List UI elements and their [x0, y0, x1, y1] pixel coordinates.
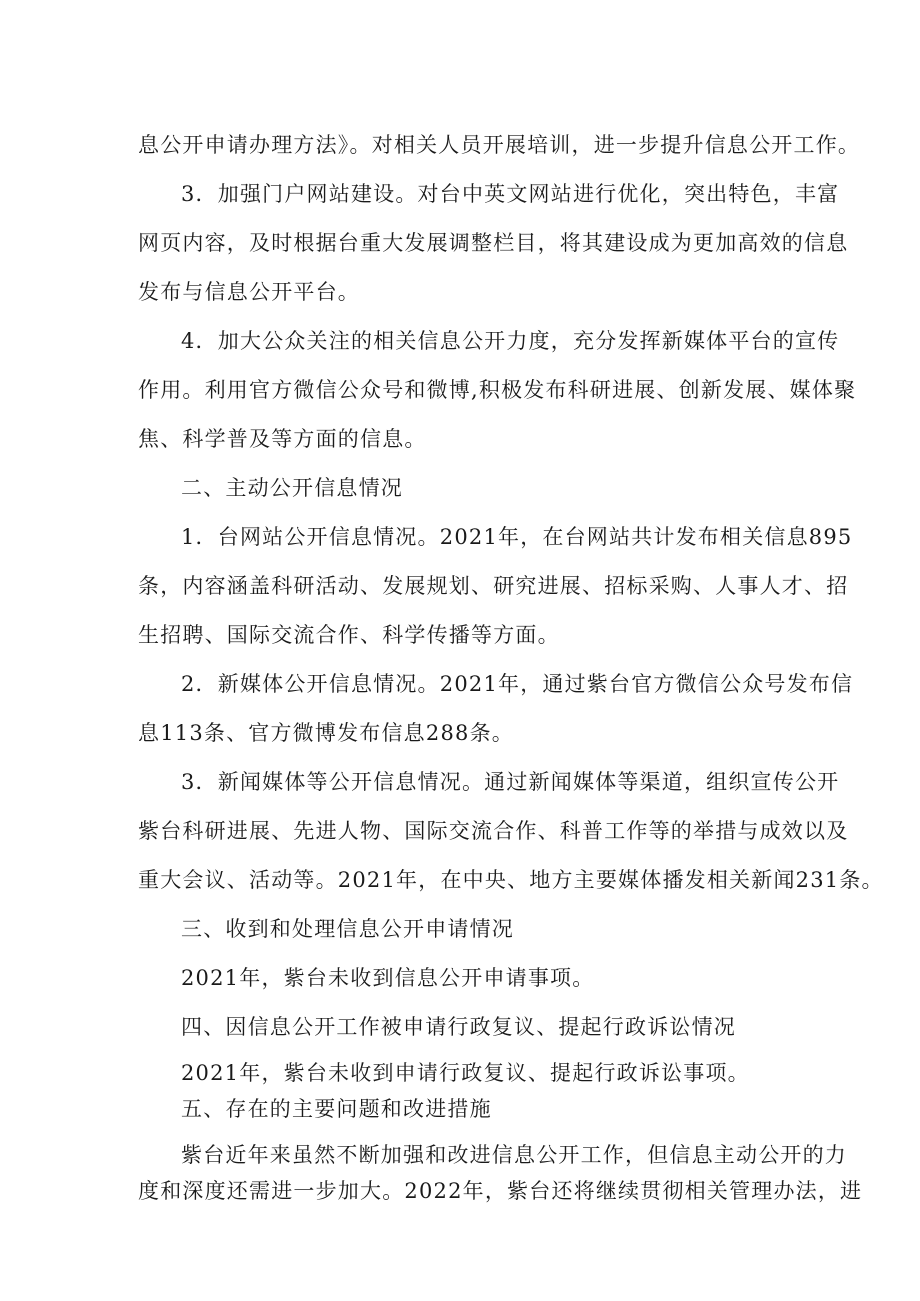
text-line: 紫台科研进展、先进人物、国际交流合作、科普工作等的举措与成效以及: [138, 819, 849, 843]
text-line: 4．加大公众关注的相关信息公开力度，充分发挥新媒体平台的宣传: [181, 329, 840, 353]
text-line: 2021年，紫台未收到信息公开申请事项。: [181, 966, 595, 990]
text-line: 作用。利用官方微信公众号和微博,积极发布科研进展、创新发展、媒体聚: [138, 378, 857, 402]
text-line: 度和深度还需进一步加大。2022年，紫台还将继续贯彻相关管理办法，进: [138, 1179, 863, 1203]
text-line: 2．新媒体公开信息情况。2021年，通过紫台官方微信公众号发布信: [181, 672, 854, 696]
text-line: 条，内容涵盖科研活动、发展规划、研究进展、招标采购、人事人才、招: [138, 574, 849, 598]
text-line: 3．加强门户网站建设。对台中英文网站进行优化，突出特色，丰富: [181, 182, 840, 206]
text-line: 网页内容，及时根据台重大发展调整栏目，将其建设成为更加高效的信息: [138, 231, 849, 255]
section-heading: 二、主动公开信息情况: [181, 476, 403, 500]
text-line: 1．台网站公开信息情况。2021年，在台网站共计发布相关信息895: [181, 525, 853, 549]
text-line: 2021年，紫台未收到申请行政复议、提起行政诉讼事项。: [181, 1061, 750, 1085]
section-heading: 三、收到和处理信息公开申请情况: [181, 917, 514, 941]
text-line: 发布与信息公开平台。: [138, 280, 360, 304]
text-line: 紫台近年来虽然不断加强和改进信息公开工作，但信息主动公开的力: [181, 1143, 847, 1167]
text-line: 息113条、官方微博发布信息288条。: [138, 721, 514, 745]
text-line: 重大会议、活动等。2021年，在中央、地方主要媒体播发相关新闻231条。: [138, 868, 884, 892]
section-heading: 四、因信息公开工作被申请行政复议、提起行政诉讼情况: [181, 1015, 736, 1039]
text-line: 焦、科学普及等方面的信息。: [138, 427, 427, 451]
text-line: 生招聘、国际交流合作、科学传播等方面。: [138, 623, 560, 647]
text-line: 3．新闻媒体等公开信息情况。通过新闻媒体等渠道，组织宣传公开: [181, 770, 840, 794]
section-heading: 五、存在的主要问题和改进措施: [181, 1097, 492, 1121]
text-line: 息公开申请办理方法》。对相关人员开展培训，进一步提升信息公开工作。: [138, 133, 861, 157]
